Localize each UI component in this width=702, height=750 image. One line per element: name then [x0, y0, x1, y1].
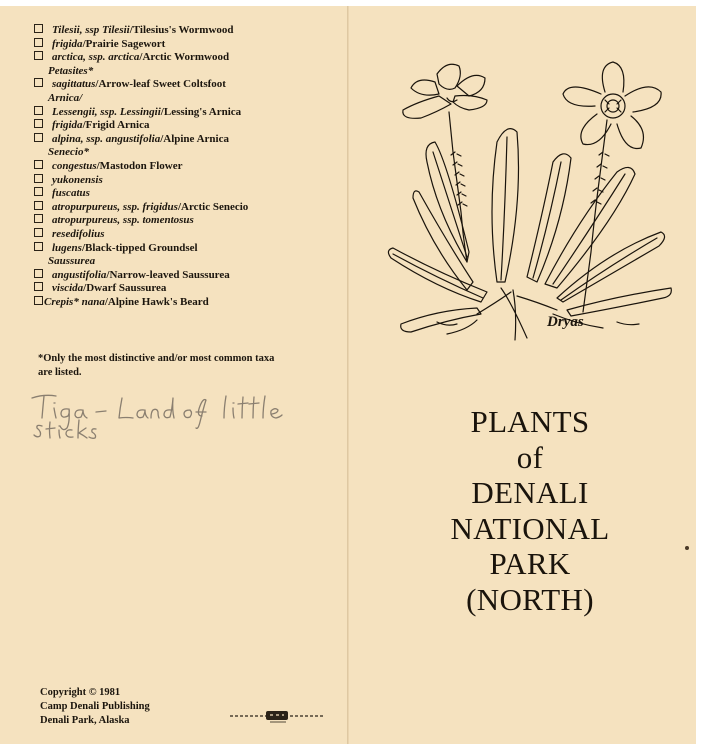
taxon-name: angustifolia [52, 268, 107, 281]
genus-heading [34, 255, 339, 269]
common-name: /Prairie Sagewort [82, 37, 166, 50]
scan-border-right [696, 0, 702, 750]
common-name: /Narrow-leaved Saussurea [106, 268, 230, 281]
footnote [38, 352, 338, 380]
taxon-name: frigida [52, 119, 83, 132]
genus-name: Petasites* [48, 64, 94, 77]
taxon-name: yukonensis [52, 173, 103, 186]
checklist-item [34, 242, 339, 256]
checklist-item [34, 119, 339, 133]
checkbox[interactable] [34, 119, 43, 128]
checkbox[interactable] [34, 187, 43, 196]
genus-heading [34, 146, 339, 160]
common-name: /Mastodon Flower [96, 159, 183, 172]
footnote-line-2: are listed. [38, 367, 82, 378]
copyright-line: Copyright © 1981 [40, 687, 121, 698]
genus-heading [34, 65, 339, 79]
taxon-name: viscida [52, 282, 84, 295]
checkbox[interactable] [34, 296, 43, 305]
location-line: Denali Park, Alaska [40, 715, 130, 726]
title-line-4: NATIONAL [450, 510, 610, 546]
dryas-flower-icon [377, 52, 677, 342]
checkbox[interactable] [34, 160, 43, 169]
taxon-name: frigida [52, 37, 83, 50]
checkbox[interactable] [34, 24, 43, 33]
footnote-line-1: *Only the most distinctive and/or most common taxa [38, 353, 275, 364]
checklist-item [34, 296, 339, 310]
checkbox[interactable] [34, 201, 43, 210]
paper-speck [685, 546, 689, 550]
common-name: /Alpine Hawk's Beard [104, 295, 209, 308]
genus-name: Saussurea [48, 255, 96, 268]
genus-name: Arnica/ [48, 91, 83, 104]
checklist-item [34, 38, 339, 52]
title-line-5: PARK [489, 546, 571, 581]
common-name: /Lessing's Arnica [160, 105, 242, 118]
title-line-6: (NORTH) [466, 581, 594, 617]
copyright-block [40, 686, 240, 728]
checklist-item [34, 228, 339, 242]
checklist-item [34, 282, 339, 296]
checklist-item [34, 201, 339, 215]
taxon-name: atropurpureus, ssp. tomentosus [52, 214, 194, 227]
taxon-name: sagittatus [52, 78, 96, 91]
union-label-icon [230, 708, 325, 724]
species-checklist [34, 24, 339, 309]
taxon-name: arctica, ssp. arctica [52, 51, 140, 64]
checklist-item [34, 24, 339, 38]
taxon-name: resedifolius [52, 227, 105, 240]
checkbox[interactable] [34, 78, 43, 87]
checkbox[interactable] [34, 242, 43, 251]
genus-heading [34, 92, 339, 106]
checkbox[interactable] [34, 228, 43, 237]
checkbox[interactable] [34, 133, 43, 142]
checklist-item [34, 133, 339, 147]
taxon-name: Crepis* nana [44, 295, 105, 308]
title-line-3: DENALI [471, 475, 589, 510]
taxon-name: Lessengii, ssp. Lessingii [52, 105, 161, 118]
common-name: /Alpine Arnica [160, 132, 229, 145]
checklist-item [34, 106, 339, 120]
checklist-item [34, 51, 339, 65]
taxon-name: Tilesii, ssp Tilesii [52, 24, 130, 36]
checklist-item [34, 269, 339, 283]
common-name: /Arctic Wormwood [139, 51, 230, 64]
checklist-item [34, 174, 339, 188]
taxon-name: atropurpureus, ssp. frigidus [52, 200, 178, 213]
checkbox[interactable] [34, 106, 43, 115]
title-line-1: PLANTS [470, 404, 590, 439]
common-name: /Dwarf Saussurea [83, 282, 167, 295]
checklist-item [34, 187, 339, 201]
common-name: /Tilesius's Wormwood [129, 24, 234, 36]
taxon-name: lugens [52, 241, 82, 254]
checklist-item [34, 160, 339, 174]
common-name: /Arrow-leaf Sweet Coltsfoot [95, 78, 226, 91]
checkbox[interactable] [34, 269, 43, 278]
checkbox[interactable] [34, 38, 43, 47]
publisher-line: Camp Denali Publishing [40, 701, 150, 712]
checklist-item [34, 78, 339, 92]
taxon-name: alpina, ssp. angustifolia [52, 132, 161, 145]
checklist-item [34, 214, 339, 228]
common-name: /Frigid Arnica [82, 119, 150, 132]
cover-title [380, 404, 680, 617]
checkbox[interactable] [34, 174, 43, 183]
illustration-caption: Dryas [547, 314, 584, 330]
taxon-name: fuscatus [52, 187, 90, 200]
common-name: /Black-tipped Groundsel [81, 241, 198, 254]
handwritten-note [30, 392, 300, 444]
title-line-2: of [516, 439, 544, 475]
common-name: /Arctic Senecio [177, 200, 249, 213]
taxon-name: congestus [52, 159, 97, 172]
scan-border-bottom [0, 744, 702, 750]
genus-name: Senecio* [48, 146, 89, 159]
checkbox[interactable] [34, 51, 43, 60]
checkbox[interactable] [34, 214, 43, 223]
checkbox[interactable] [34, 282, 43, 291]
